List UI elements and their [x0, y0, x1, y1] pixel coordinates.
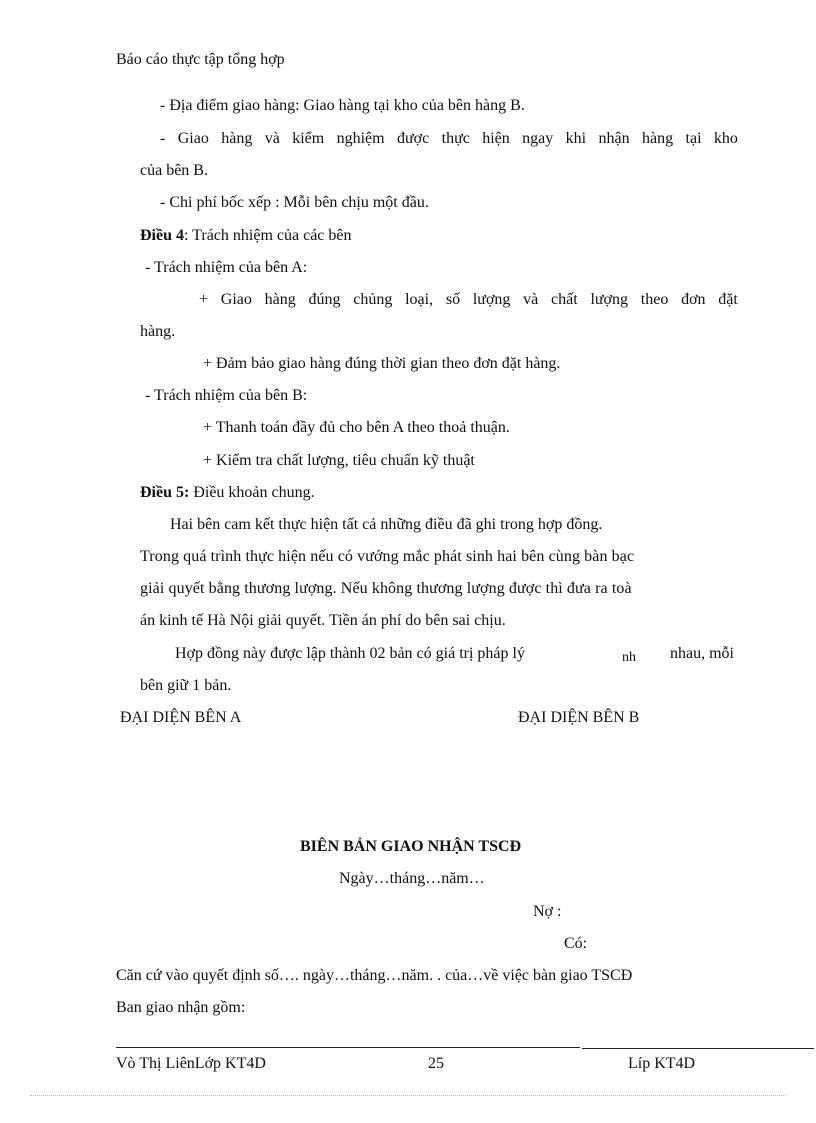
word: lượng [590, 291, 629, 308]
minutes-basis: Căn cứ vào quyết định số…. ngày…tháng…năm. . của…về việc bàn giao TSCĐ [116, 967, 633, 984]
article-5-para-3-line-2: bên giữ 1 bản. [140, 677, 232, 694]
running-header: Báo cáo thực tập tổng hợp [116, 51, 285, 68]
inspection-line-cont: của bên B. [140, 162, 208, 179]
article-5-para-1: Hai bên cam kết thực hiện tất cả những điều đã ghi trong hợp đồng. [170, 516, 603, 533]
party-b-item-1: + Thanh toán đầy đủ cho bên A theo thoả thuận. [203, 419, 510, 436]
party-b-responsibility: - Trách nhiệm của bên B: [145, 387, 308, 404]
word: lượng [472, 291, 511, 308]
word: số [445, 291, 461, 308]
signature-party-b: ĐẠI DIỆN BÊN B [518, 709, 640, 726]
word: và [264, 130, 280, 147]
word: tại [685, 130, 702, 147]
word: nhận [598, 130, 630, 147]
word: đặt [718, 291, 738, 308]
word: nghiệm [336, 130, 385, 147]
footer-author: Vò Thị LiênLớp KT4D [116, 1055, 266, 1072]
word: hàng [264, 291, 296, 308]
debit-label: Nợ : [533, 903, 562, 920]
word: Giao [177, 130, 209, 147]
page-bottom-border [30, 1095, 786, 1096]
inspection-line [160, 129, 738, 149]
article-5-para-2-line-3: án kinh tế Hà Nội giải quyết. Tiền án phí do bên sai chịu. [140, 612, 506, 629]
article-4-heading [140, 226, 352, 246]
word: đơn [681, 291, 706, 308]
article-5-heading [140, 483, 315, 503]
party-a-item-1-cont: hàng. [140, 323, 176, 340]
word: chất [551, 291, 578, 308]
party-a-responsibility: - Trách nhiệm của bên A: [145, 259, 308, 276]
word: thực [441, 130, 470, 147]
word: khi [565, 130, 587, 147]
credit-label: Có: [564, 935, 588, 952]
footer-page-number: 25 [428, 1055, 444, 1072]
minutes-date: Ngày…tháng…năm… [339, 870, 485, 887]
word: + [199, 291, 209, 308]
word: hàng [642, 130, 674, 147]
footer-rule-right [582, 1048, 814, 1049]
footer-class: Líp KT4D [628, 1055, 696, 1072]
word: hiện [482, 130, 510, 147]
signature-party-a: ĐẠI DIỆN BÊN A [120, 709, 242, 726]
word: loại, [405, 291, 434, 308]
word: - [160, 130, 166, 147]
article-5-para-2-line-1: Trong quá trình thực hiện nếu có vướng mắc phát sinh hai bên cùng bàn bạc [140, 548, 635, 565]
article-4-title: : Trách nhiệm của các bên [184, 227, 352, 244]
word: kho [713, 130, 738, 147]
footer-rule-left [116, 1047, 580, 1048]
delivery-place-line: - Địa điểm giao hàng: Giao hàng tại kho của bên hàng B. [160, 97, 525, 114]
article-5-para-3-part-1: Hợp đồng này được lập thành 02 bản có giá trị pháp lý [175, 645, 525, 662]
committee-line: Ban giao nhận gồm: [116, 999, 246, 1016]
loading-cost-line: - Chi phí bốc xếp : Mỗi bên chịu một đầu. [160, 194, 429, 211]
word: hàng [221, 130, 253, 147]
party-b-item-2: + Kiểm tra chất lượng, tiêu chuẩn kỹ thuật [203, 452, 475, 469]
minutes-title: BIÊN BẢN GIAO NHẬN TSCĐ [300, 838, 522, 855]
word: Giao [220, 291, 252, 308]
party-a-item-1 [199, 290, 738, 310]
article-5-para-2-line-2: giải quyết bằng thương lượng. Nếu không thương lượng được thì đưa ra toà [140, 580, 632, 597]
word: chủng [353, 291, 393, 308]
word: được [397, 130, 430, 147]
word: đúng [308, 291, 341, 308]
word: ngay [522, 130, 554, 147]
article-5-para-3-part-2: nhau, mỗi [670, 645, 734, 662]
article-5-label: Điều 5: [140, 484, 190, 501]
word: kiểm [292, 130, 325, 147]
article-4-label: Điều 4 [140, 227, 184, 244]
article-5-para-3-fragment: nh [622, 650, 636, 665]
word: và [523, 291, 539, 308]
word: theo [640, 291, 669, 308]
article-5-title: Điều khoản chung. [189, 484, 315, 501]
party-a-item-2: + Đảm bảo giao hàng đúng thời gian theo đơn đặt hàng. [203, 355, 561, 372]
